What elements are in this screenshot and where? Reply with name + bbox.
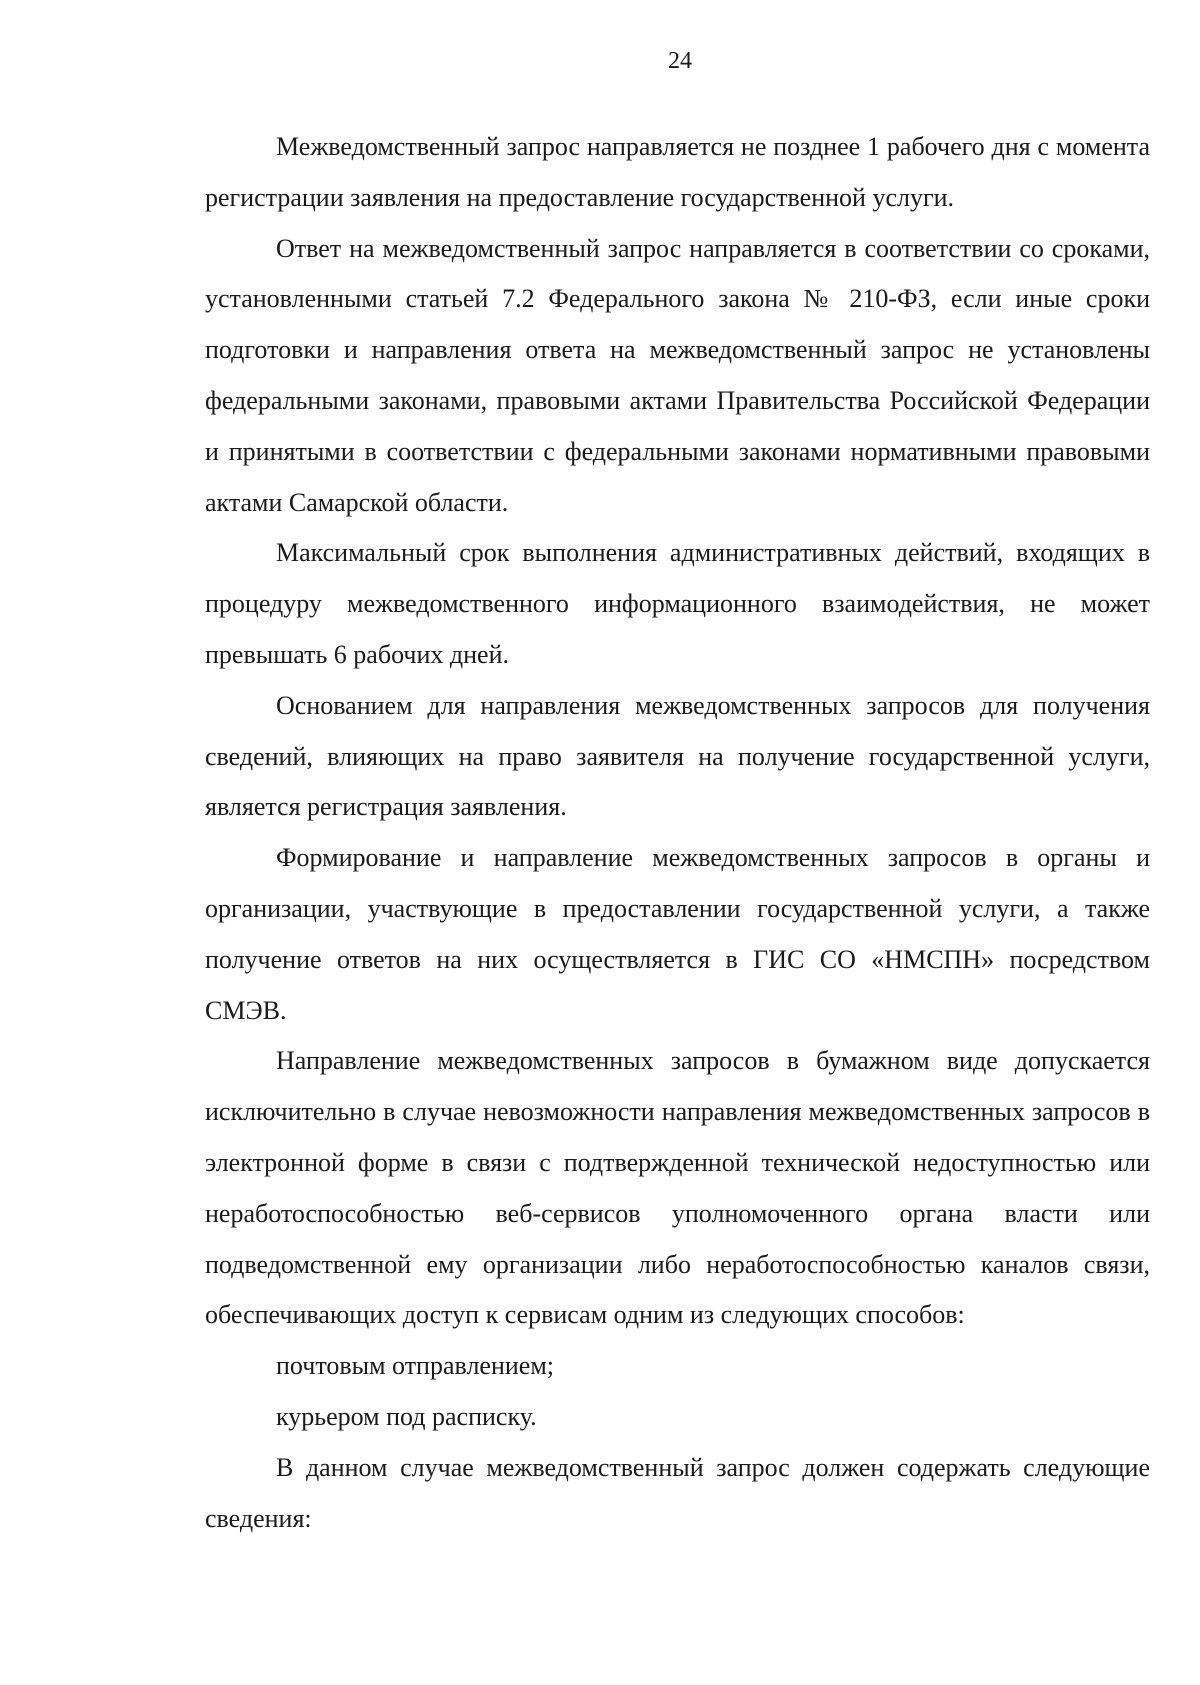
paragraph-max-duration: Максимальный срок выполнения административных действий, входящих в процедуру межведомственного информационного взаимодействия, не может превышать 6 рабочих дней. bbox=[205, 538, 1150, 669]
list-item-postal: почтовым отправлением; bbox=[276, 1351, 555, 1381]
list-item-courier: курьером под расписку. bbox=[276, 1401, 537, 1431]
paragraph-request-deadline: Межведомственный запрос направляется не позднее 1 рабочего дня с момента регистрации заявления на предоставление государственной услуги. bbox=[205, 132, 1150, 212]
paragraph-formation: Формирование и направление межведомственных запросов в органы и организации, участвующие в предоставлении государственной услуги, а также получение ответов на них осуществляется в ГИС СО «НМСПН» посредством СМЭВ. bbox=[205, 843, 1150, 1025]
page-number: 24 bbox=[668, 48, 692, 74]
paragraph-paper-requests: Направление межведомственных запросов в бумажном виде допускается исключительно в случае невозможности направления межведомственных запросов в электронной форме в связи с подтвержденной технической недоступностью или неработоспособностью веб-сервисов уполномоченного органа власти или подведомственной ему организации либо неработоспособностью каналов связи, обеспечивающих доступ к сервисам одним из следующих способов: bbox=[205, 1046, 1150, 1330]
paragraph-request-contents: В данном случае межведомственный запрос должен содержать следующие сведения: bbox=[205, 1452, 1150, 1533]
paragraph-basis: Основанием для направления межведомственных запросов для получения сведений, влияющих на право заявителя на получение государственной услуги, является регистрация заявления. bbox=[205, 690, 1150, 822]
paragraph-response-terms: Ответ на межведомственный запрос направляется в соответствии со сроками, установленными статьей 7.2 Федерального закона № 210-ФЗ, если иные сроки подготовки и направления ответа на межведомственный запрос не установлены федеральными законами, правовыми актами Правительства Российской Федерации и принятыми в соответствии с федеральными законами нормативными правовыми актами Самарской области. bbox=[205, 233, 1150, 517]
document-body bbox=[205, 122, 1150, 1544]
